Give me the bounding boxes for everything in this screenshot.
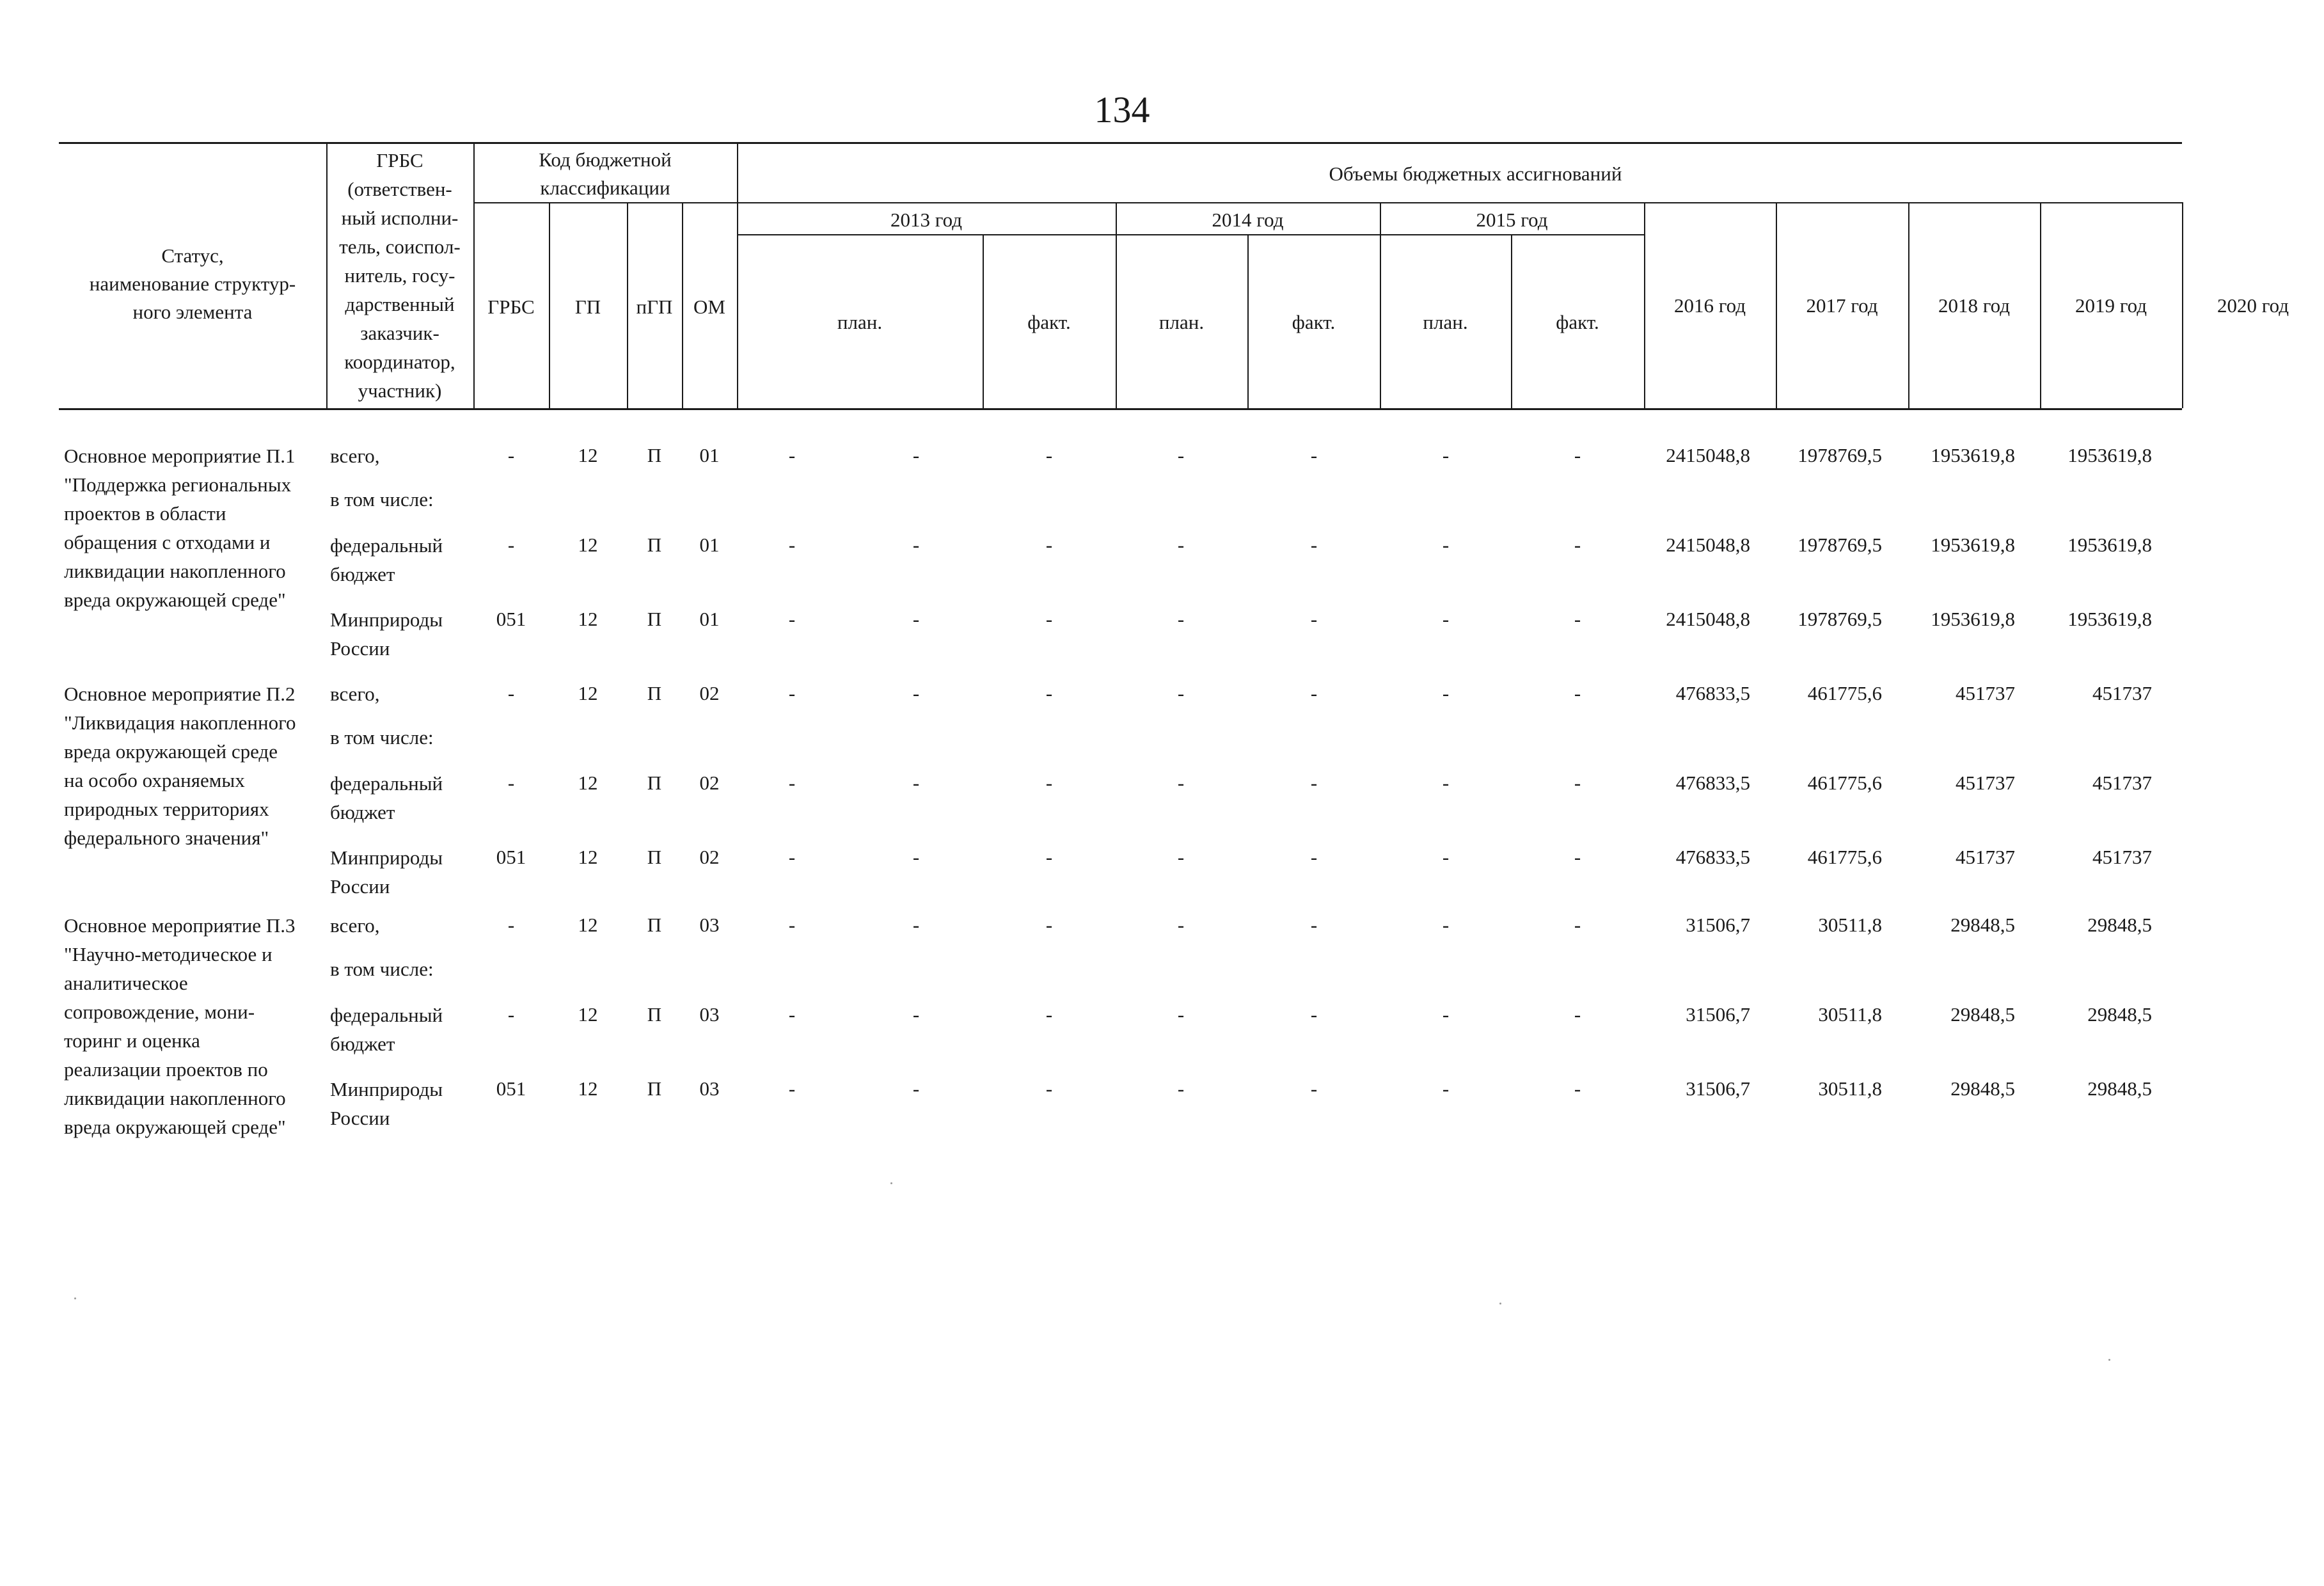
row-label: в том числе: <box>330 488 434 511</box>
empty-value-dash: - <box>1177 534 1185 556</box>
pgp-code-cell: П <box>647 608 662 630</box>
row-label: федеральный бюджет <box>330 772 443 823</box>
status-cell: Основное мероприятие П.2 "Ликвидация накопленного вреда окружающей среде на особо охраняемых природных территориях федерального значения" <box>64 683 296 849</box>
row-label: всего, <box>330 914 380 937</box>
allocation-2017: 2415048,8 <box>1666 444 1750 466</box>
allocation-2018: 30511,8 <box>1818 1077 1882 1100</box>
empty-value-dash: - <box>1310 772 1318 794</box>
empty-value-dash: - <box>1310 444 1318 466</box>
grbs-code-cell: - <box>507 772 515 794</box>
empty-value-dash: - <box>912 444 920 466</box>
empty-value-dash: - <box>1442 444 1450 466</box>
empty-value-dash: - <box>1574 846 1581 868</box>
row-label: всего, <box>330 445 380 467</box>
om-code-cell: 01 <box>699 608 720 630</box>
empty-value-dash: - <box>1045 914 1053 936</box>
allocation-2017: 2415048,8 <box>1666 534 1750 556</box>
allocation-2018: 1978769,5 <box>1798 444 1882 466</box>
row-label: в том числе: <box>330 958 434 980</box>
year-header-2016: 2016 год <box>1673 294 1746 317</box>
fact-subheader: факт. <box>1292 311 1336 333</box>
allocation-2019: 29848,5 <box>1950 914 2015 936</box>
empty-value-dash: - <box>788 1003 796 1026</box>
empty-value-dash: - <box>1310 1003 1318 1026</box>
empty-value-dash: - <box>788 772 796 794</box>
page-number: 134 <box>1094 89 1150 131</box>
row-label: всего, <box>330 683 380 705</box>
allocation-2018: 461775,6 <box>1807 846 1882 868</box>
year-header-2019: 2019 год <box>2075 294 2147 317</box>
allocation-2018: 461775,6 <box>1807 682 1882 704</box>
om-code-cell: 02 <box>699 682 720 704</box>
allocation-2017: 476833,5 <box>1675 682 1750 704</box>
empty-value-dash: - <box>1442 534 1450 556</box>
empty-value-dash: - <box>912 772 920 794</box>
empty-value-dash: - <box>788 682 796 704</box>
year-header-2017: 2017 год <box>1806 294 1878 317</box>
empty-value-dash: - <box>1574 682 1581 704</box>
allocation-2018: 1978769,5 <box>1798 534 1882 556</box>
empty-value-dash: - <box>1442 914 1450 936</box>
empty-value-dash: - <box>912 914 920 936</box>
row-label: Минприроды России <box>330 846 443 898</box>
empty-value-dash: - <box>912 682 920 704</box>
grbs-code-cell: - <box>507 534 515 556</box>
empty-value-dash: - <box>788 608 796 630</box>
empty-value-dash: - <box>1574 444 1581 466</box>
allocation-2018: 30511,8 <box>1818 914 1882 936</box>
om-code-cell: 02 <box>699 772 720 794</box>
pgp-code-cell: П <box>647 1077 662 1100</box>
grbs-code-cell: 051 <box>496 608 526 630</box>
allocation-volumes-header: Объемы бюджетных ассигнований <box>1329 163 1622 185</box>
empty-value-dash: - <box>1310 608 1318 630</box>
grbs-code-cell: - <box>507 1003 515 1026</box>
pgp-code-cell: П <box>647 534 662 556</box>
grbs-code-cell: - <box>507 682 515 704</box>
empty-value-dash: - <box>1177 682 1185 704</box>
gp-code-cell: 12 <box>578 682 598 704</box>
allocation-2019: 451737 <box>1956 772 2015 794</box>
empty-value-dash: - <box>788 1077 796 1100</box>
om-code-cell: 01 <box>699 444 720 466</box>
grbs-code-cell: - <box>507 914 515 936</box>
empty-value-dash: - <box>912 846 920 868</box>
budget-code-pgp: пГП <box>636 296 673 318</box>
allocation-2019: 451737 <box>1956 682 2015 704</box>
pgp-code-cell: П <box>647 914 662 936</box>
allocation-2020: 451737 <box>2092 772 2152 794</box>
empty-value-dash: - <box>788 914 796 936</box>
empty-value-dash: - <box>1310 846 1318 868</box>
gp-code-cell: 12 <box>578 914 598 936</box>
empty-value-dash: - <box>1442 608 1450 630</box>
empty-value-dash: - <box>1045 682 1053 704</box>
pgp-code-cell: П <box>647 682 662 704</box>
empty-value-dash: - <box>1442 1077 1450 1100</box>
row-label: Минприроды России <box>330 1078 443 1129</box>
status-cell: Основное мероприятие П.3 "Научно-методическое и аналитическое сопровождение, мони- торинг и оценка реализации проектов по ликвидации накопленного вреда окружающей среде" <box>64 914 296 1138</box>
empty-value-dash: - <box>1310 914 1318 936</box>
budget-code-om: ОМ <box>693 296 725 318</box>
empty-value-dash: - <box>1574 534 1581 556</box>
allocation-2018: 461775,6 <box>1807 772 1882 794</box>
om-code-cell: 03 <box>699 1077 720 1100</box>
year-header-2014: 2014 год <box>1212 209 1284 231</box>
row-label: федеральный бюджет <box>330 534 443 585</box>
grbs-code-cell: - <box>507 444 515 466</box>
empty-value-dash: - <box>1574 914 1581 936</box>
empty-value-dash: - <box>1045 1003 1053 1026</box>
header-top-rule <box>59 142 2182 144</box>
empty-value-dash: - <box>1177 608 1185 630</box>
allocation-2017: 476833,5 <box>1675 772 1750 794</box>
year-header-2015: 2015 год <box>1476 209 1548 231</box>
allocation-2020: 451737 <box>2092 846 2152 868</box>
empty-value-dash: - <box>1310 682 1318 704</box>
allocation-2017: 31506,7 <box>1686 914 1750 936</box>
empty-value-dash: - <box>1045 608 1053 630</box>
pgp-code-cell: П <box>647 846 662 868</box>
empty-value-dash: - <box>1442 682 1450 704</box>
pgp-code-cell: П <box>647 772 662 794</box>
year-header-2020: 2020 год <box>2217 294 2289 317</box>
empty-value-dash: - <box>1574 1003 1581 1026</box>
empty-value-dash: - <box>912 1003 920 1026</box>
empty-value-dash: - <box>1574 608 1581 630</box>
empty-value-dash: - <box>1177 772 1185 794</box>
header-year-rule <box>737 234 1644 235</box>
allocation-2019: 451737 <box>1956 846 2015 868</box>
allocation-2020: 451737 <box>2092 682 2152 704</box>
empty-value-dash: - <box>1177 1077 1185 1100</box>
grbs-column-header: ГРБС (ответствен- ный исполни- тель, соиспол- нитель, госу- дарственный заказчик- координатор, участник) <box>339 149 461 402</box>
allocation-2019: 29848,5 <box>1950 1077 2015 1100</box>
empty-value-dash: - <box>1045 846 1053 868</box>
allocation-2019: 29848,5 <box>1950 1003 2015 1026</box>
empty-value-dash: - <box>912 608 920 630</box>
allocation-2017: 476833,5 <box>1675 846 1750 868</box>
allocation-2018: 30511,8 <box>1818 1003 1882 1026</box>
header-subrule <box>473 202 2182 203</box>
allocation-2017: 2415048,8 <box>1666 608 1750 630</box>
empty-value-dash: - <box>912 534 920 556</box>
allocation-2019: 1953619,8 <box>1931 608 2015 630</box>
gp-code-cell: 12 <box>578 1003 598 1026</box>
empty-value-dash: - <box>912 1077 920 1100</box>
plan-subheader: план. <box>837 311 883 333</box>
row-label: в том числе: <box>330 726 434 749</box>
grbs-code-cell: 051 <box>496 1077 526 1100</box>
status-cell: Основное мероприятие П.1 "Поддержка региональных проектов в области обращения с отходами и ликвидации накопленного вреда окружающей среде" <box>64 445 296 611</box>
empty-value-dash: - <box>1574 772 1581 794</box>
allocation-2020: 29848,5 <box>2087 914 2152 936</box>
om-code-cell: 01 <box>699 534 720 556</box>
empty-value-dash: - <box>1442 846 1450 868</box>
empty-value-dash: - <box>1045 534 1053 556</box>
empty-value-dash: - <box>1310 1077 1318 1100</box>
gp-code-cell: 12 <box>578 444 598 466</box>
empty-value-dash: - <box>1574 1077 1581 1100</box>
allocation-2020: 1953619,8 <box>2067 534 2152 556</box>
om-code-cell: 03 <box>699 1003 720 1026</box>
gp-code-cell: 12 <box>578 846 598 868</box>
budget-code-grbs: ГРБС <box>487 296 535 318</box>
empty-value-dash: - <box>1177 1003 1185 1026</box>
empty-value-dash: - <box>1177 846 1185 868</box>
budget-code-header: Код бюджетной классификации <box>539 148 672 199</box>
year-header-2013: 2013 год <box>890 209 963 231</box>
allocation-2020: 29848,5 <box>2087 1003 2152 1026</box>
empty-value-dash: - <box>788 534 796 556</box>
status-column-header: Статус, наименование структур- ного элемента <box>89 244 296 323</box>
allocation-2017: 31506,7 <box>1686 1003 1750 1026</box>
allocation-2019: 1953619,8 <box>1931 444 2015 466</box>
allocation-2020: 1953619,8 <box>2067 444 2152 466</box>
empty-value-dash: - <box>1177 914 1185 936</box>
pgp-code-cell: П <box>647 444 662 466</box>
plan-subheader: план. <box>1158 311 1205 333</box>
empty-value-dash: - <box>1177 444 1185 466</box>
allocation-2018: 1978769,5 <box>1798 608 1882 630</box>
allocation-2019: 1953619,8 <box>1931 534 2015 556</box>
allocation-2020: 1953619,8 <box>2067 608 2152 630</box>
grbs-code-cell: 051 <box>496 846 526 868</box>
plan-subheader: план. <box>1423 311 1468 333</box>
empty-value-dash: - <box>788 444 796 466</box>
budget-code-gp: ГП <box>574 296 601 318</box>
row-label: федеральный бюджет <box>330 1004 443 1055</box>
fact-subheader: факт. <box>1556 311 1599 333</box>
gp-code-cell: 12 <box>578 1077 598 1100</box>
gp-code-cell: 12 <box>578 772 598 794</box>
empty-value-dash: - <box>1045 772 1053 794</box>
empty-value-dash: - <box>1310 534 1318 556</box>
allocation-2017: 31506,7 <box>1686 1077 1750 1100</box>
header-bottom-rule <box>59 408 2182 410</box>
allocation-2020: 29848,5 <box>2087 1077 2152 1100</box>
gp-code-cell: 12 <box>578 608 598 630</box>
gp-code-cell: 12 <box>578 534 598 556</box>
fact-subheader: факт. <box>1027 311 1071 333</box>
row-label: Минприроды России <box>330 608 443 660</box>
pgp-code-cell: П <box>647 1003 662 1026</box>
empty-value-dash: - <box>1442 772 1450 794</box>
empty-value-dash: - <box>1045 1077 1053 1100</box>
empty-value-dash: - <box>788 846 796 868</box>
empty-value-dash: - <box>1045 444 1053 466</box>
year-header-2018: 2018 год <box>1938 294 2011 317</box>
om-code-cell: 02 <box>699 846 720 868</box>
om-code-cell: 03 <box>699 914 720 936</box>
empty-value-dash: - <box>1442 1003 1450 1026</box>
